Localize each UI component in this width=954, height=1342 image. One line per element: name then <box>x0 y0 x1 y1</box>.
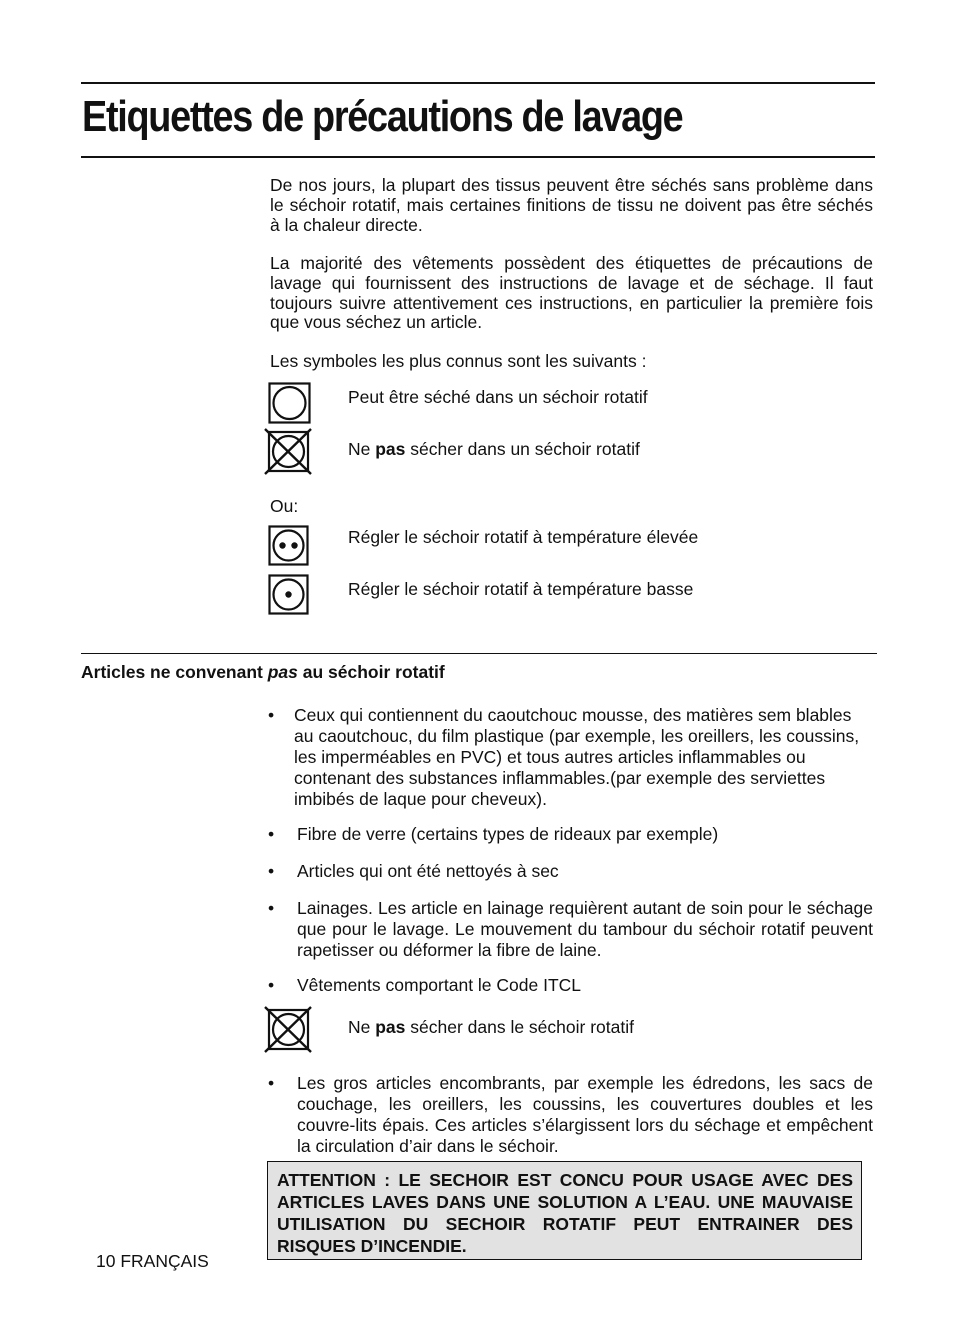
list-item: Vêtements comportant le Code ITCL <box>297 975 582 995</box>
symbol-label-high: Régler le séchoir rotatif à température élevée <box>348 527 699 547</box>
list-item: Fibre de verre (certains types de rideaux par exemple) <box>297 824 719 844</box>
list-item: Lainages. Les article en lainage requièrent autant de soin pour le séchage que pour le lavage. Le mouvement du tambour du séchoir rotatif peuvent rapetisser ou déformer la fibre de laine. <box>297 898 873 960</box>
bullet-marker: • <box>268 861 275 881</box>
do-not-tumble-dry-icon <box>263 427 313 476</box>
list-item: Ceux qui contiennent du caoutchouc mousse, des matières sem blables au caoutchouc, du film plastique (par exemple, les oreillers, les coussins, les imperméables en PVC) et tous autres articles inflammables ou contenant des substances inflammables.(par exemple des serviettes imbibés de laque pour cheveux). <box>294 705 860 809</box>
bullet-marker: • <box>268 824 275 844</box>
bullet-marker: • <box>268 1073 275 1093</box>
top-rule <box>81 82 875 84</box>
list-item: Les gros articles encombrants, par exemple les édredons, les sacs de couchage, les oreillers, les coussins, les couvertures doubles et les couvre-lits épais. Ces articles s’élargissent lors du séchage et empêchent la circulation d’air dans le séchoir. <box>297 1073 873 1156</box>
section-rule <box>81 653 877 654</box>
bullet-marker: • <box>268 898 275 918</box>
bullet-marker: • <box>268 705 275 725</box>
page-footer: 10 FRANÇAIS <box>96 1251 209 1271</box>
tumble-dry-low-icon <box>268 574 310 616</box>
fire-warning-box: ATTENTION : LE SECHOIR EST CONCU POUR USAGE AVEC DES ARTICLES LAVES DANS UNE SOLUTION A L’EAU. UNE MAUVAISE UTILISATION DU SECHOIR ROTATIF PEUT ENTRAINER DES RISQUES D’INCENDIE. <box>267 1161 862 1260</box>
page-title: Etiquettes de précautions de lavage <box>82 92 683 141</box>
intro-paragraph-1: De nos jours, la plupart des tissus peuvent être séchés sans problème dans le séchoir rotatif, mais certaines finitions de tissu ne doivent pas être séchés à la chaleur directe. <box>270 175 873 235</box>
list-item: Articles qui ont été nettoyés à sec <box>297 861 559 881</box>
do-not-tumble-dry-icon <box>263 1005 313 1054</box>
symbol-label-tumble: Peut être séché dans un séchoir rotatif <box>348 387 648 407</box>
itcl-symbol-label: Ne pas sécher dans le séchoir rotatif <box>348 1017 634 1037</box>
title-underline <box>81 156 875 158</box>
tumble-dry-high-icon <box>268 525 310 567</box>
bullet-marker: • <box>268 975 275 995</box>
intro-paragraph-2: La majorité des vêtements possèdent des étiquettes de précautions de lavage qui fournissent des instructions de lavage et de séchage. Il faut toujours suivre attentivement ces instructions, en particulier la première fois que vous séchez un article. <box>270 253 873 333</box>
or-label: Ou: <box>270 496 299 516</box>
symbol-label-low: Régler le séchoir rotatif à température basse <box>348 579 694 599</box>
section-heading: Articles ne convenant pas au séchoir rotatif <box>81 662 445 682</box>
symbol-label-no-tumble: Ne pas sécher dans un séchoir rotatif <box>348 439 640 459</box>
tumble-dry-icon <box>268 382 312 424</box>
intro-paragraph-3: Les symboles les plus connus sont les suivants : <box>270 351 647 371</box>
